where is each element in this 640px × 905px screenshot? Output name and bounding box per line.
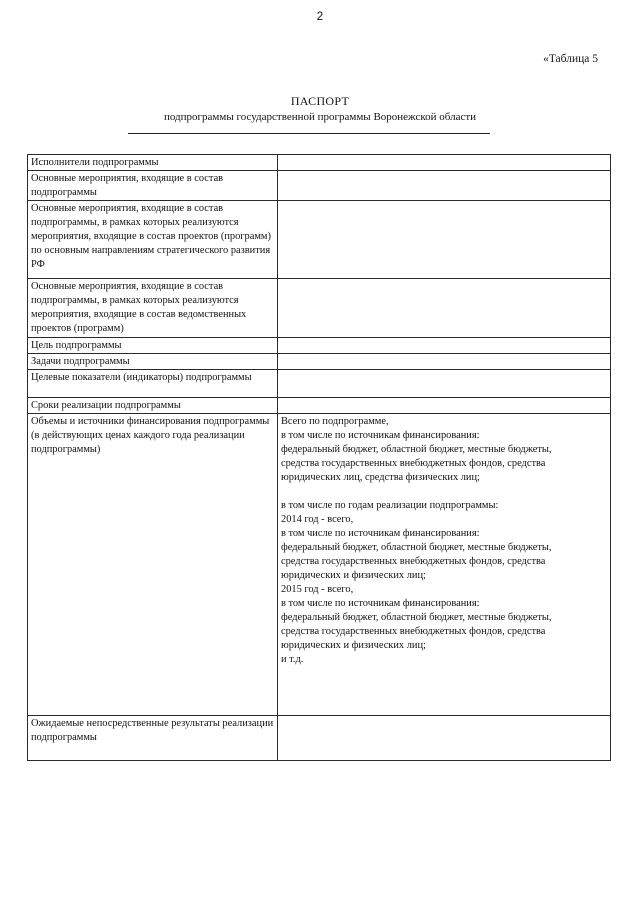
value-line: федеральный бюджет, областной бюджет, местные бюджеты,	[281, 542, 552, 553]
page-number: 2	[316, 11, 324, 23]
value-line	[281, 485, 607, 499]
document-subtitle: подпрограммы государственной программы Воронежской области	[163, 111, 477, 123]
value-line: Всего по подпрограмме,	[281, 416, 389, 427]
row-label: Основные мероприятия, входящие в состав подпрограммы, в рамках которых реализуются мероприятия, входящие в состав проектов (программ) по основным направлениям стратегического развития РФ	[28, 201, 278, 279]
row-label: Цель подпрограммы	[28, 338, 278, 354]
row-value	[278, 279, 611, 338]
row-label: Ожидаемые непосредственные результаты реализации подпрограммы	[28, 716, 278, 761]
passport-row	[28, 279, 611, 338]
passport-row	[28, 398, 611, 414]
row-label: Основные мероприятия, входящие в состав подпрограммы, в рамках которых реализуются мероприятия, входящие в состав ведомственных проектов (программ)	[28, 279, 278, 338]
value-line: в том числе по годам реализации подпрограммы:	[281, 500, 499, 511]
document-title: ПАСПОРТ	[290, 94, 350, 108]
row-label: Задачи подпрограммы	[28, 354, 278, 370]
row-label: Исполнители подпрограммы	[28, 155, 278, 171]
row-value	[278, 201, 611, 279]
value-line: юридических лиц, средства физических лиц;	[281, 472, 480, 483]
passport-row	[28, 716, 611, 761]
passport-row	[28, 338, 611, 354]
value-line: 2014 год - всего,	[281, 514, 354, 525]
value-line: средства государственных внебюджетных фондов, средства	[281, 458, 546, 469]
value-line: средства государственных внебюджетных фондов, средства	[281, 556, 546, 567]
value-line: и т.д.	[281, 654, 304, 665]
value-line: 2015 год - всего,	[281, 584, 354, 595]
passport-row	[28, 414, 611, 716]
table-caption: «Таблица 5	[543, 53, 598, 65]
value-line: средства государственных внебюджетных фондов, средства	[281, 626, 546, 637]
row-label: Основные мероприятия, входящие в состав подпрограммы	[28, 171, 278, 201]
row-value	[278, 398, 611, 414]
row-value	[278, 414, 611, 716]
value-line: федеральный бюджет, областной бюджет, местные бюджеты,	[281, 444, 552, 455]
title-underline	[128, 133, 490, 134]
row-label: Сроки реализации подпрограммы	[28, 398, 278, 414]
passport-row	[28, 370, 611, 398]
passport-table	[27, 154, 611, 761]
value-line: юридических и физических лиц;	[281, 570, 426, 581]
passport-row	[28, 171, 611, 201]
row-label: Целевые показатели (индикаторы) подпрограммы	[28, 370, 278, 398]
row-value	[278, 370, 611, 398]
value-line: в том числе по источникам финансирования:	[281, 430, 480, 441]
passport-row	[28, 155, 611, 171]
row-label: Объемы и источники финансирования подпрограммы (в действующих ценах каждого года реализации подпрограммы)	[28, 414, 278, 716]
row-value	[278, 338, 611, 354]
row-value	[278, 716, 611, 761]
passport-row	[28, 201, 611, 279]
passport-table-body	[28, 155, 611, 761]
value-line: федеральный бюджет, областной бюджет, местные бюджеты,	[281, 612, 552, 623]
row-value	[278, 155, 611, 171]
value-line: юридических и физических лиц;	[281, 640, 426, 651]
value-line: в том числе по источникам финансирования:	[281, 528, 480, 539]
passport-row	[28, 354, 611, 370]
row-value	[278, 354, 611, 370]
value-line: в том числе по источникам финансирования:	[281, 598, 480, 609]
row-value	[278, 171, 611, 201]
